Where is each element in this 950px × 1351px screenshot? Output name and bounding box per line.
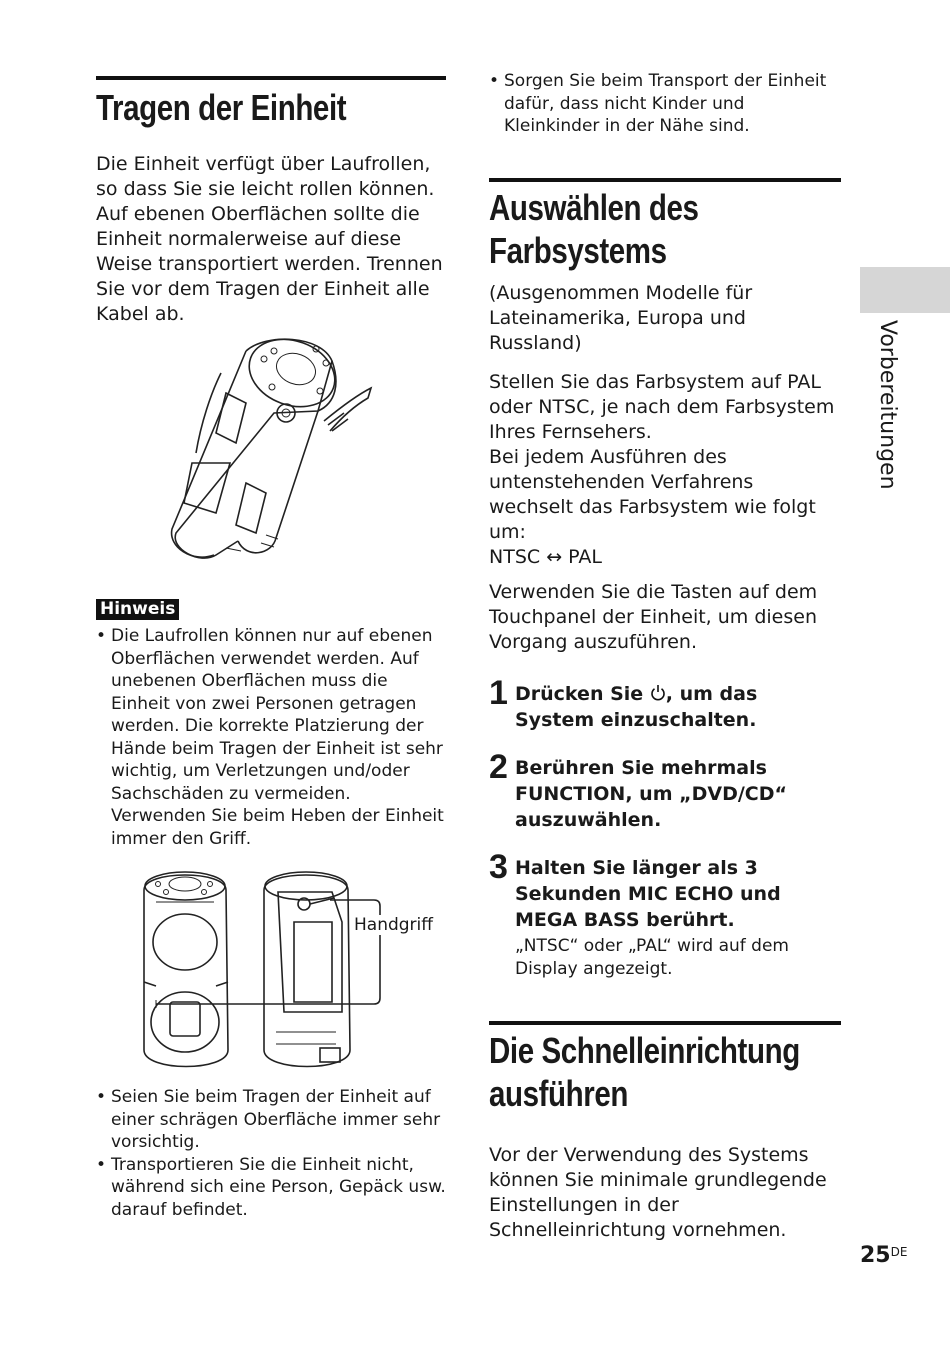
figure-handle bbox=[96, 862, 446, 1080]
transport-list bbox=[489, 70, 841, 138]
step-text: Halten Sie länger als 3 Sekunden MIC ECHO und MEGA BASS berührt. bbox=[515, 856, 781, 931]
title-line: Farbsystems bbox=[489, 229, 667, 271]
double-arrow-icon: ↔ bbox=[546, 545, 563, 568]
hint-label: Hinweis bbox=[96, 599, 179, 620]
step-2 bbox=[489, 747, 841, 833]
power-icon bbox=[650, 684, 666, 702]
side-tab-label bbox=[870, 320, 908, 500]
section-title-color-system bbox=[489, 186, 850, 272]
ntsc-label: NTSC bbox=[489, 545, 541, 568]
step-text-part: , um das System einzuschalten. bbox=[515, 682, 758, 731]
list-item: • Sorgen Sie beim Transport der Einheit dafür, dass nicht Kinder und Kleinkinder in der Nähe sind. bbox=[489, 70, 841, 138]
step-number: 3 bbox=[489, 847, 508, 886]
color-system-cycle-text: Bei jedem Ausführen des untenstehenden Verfahrens wechselt das Farbsystem wie folgt um: bbox=[489, 445, 816, 543]
section-rule bbox=[96, 76, 446, 80]
list-item: • Seien Sie beim Tragen der Einheit auf einer schrägen Oberfläche immer sehr vorsichtig. bbox=[96, 1086, 446, 1154]
touchpanel-note: Verwenden Sie die Tasten auf dem Touchpanel der Einheit, um diesen Vorgang auszuführen. bbox=[489, 580, 818, 653]
section-title-carrying: Tragen der Einheit bbox=[96, 87, 347, 128]
step-3 bbox=[489, 847, 841, 981]
ntsc-pal-toggle bbox=[489, 545, 841, 570]
section-rule bbox=[489, 178, 841, 182]
right-column bbox=[489, 0, 841, 1243]
step-text-part: Drücken Sie bbox=[515, 682, 650, 705]
model-exception-note: (Ausgenommen Modelle für Lateinamerika, Europa und Russland) bbox=[489, 281, 753, 354]
title-line: ausführen bbox=[489, 1072, 629, 1114]
side-tab-text: Vorbereitungen bbox=[875, 320, 900, 490]
title-line: Auswählen des bbox=[489, 186, 699, 228]
carrying-intro: Die Einheit verfügt über Laufrollen, so dass Sie sie leicht rollen können. Auf ebenen Oberflächen sollte die Einheit normalerweise auf diese Weise transportiert werden. Trennen Sie vor dem Tragen der Einheit alle Kabel ab. bbox=[96, 153, 443, 325]
page-number bbox=[860, 1243, 907, 1268]
step-text: Berühren Sie mehrmals FUNCTION, um „DVD/CD“ auszuwählen. bbox=[515, 756, 787, 831]
list-item: • Die Laufrollen können nur auf ebenen Oberflächen verwendet werden. Auf unebenen Oberflächen muss die Einheit von zwei Personen getragen werden. Die korrekte Platzierung der Hände beim Tragen der Einheit ist sehr wichtig, um Verletzungen und/oder Sachschäden zu vermeiden. Verwenden Sie beim Heben der Einheit immer den Griff. bbox=[96, 625, 446, 850]
page-number-value: 25 bbox=[860, 1243, 891, 1268]
list-item: • Transportieren Sie die Einheit nicht, während sich eine Person, Gepäck usw. darauf befindet. bbox=[96, 1154, 446, 1222]
section-title-quick-setup bbox=[489, 1029, 850, 1115]
pal-label: PAL bbox=[568, 545, 602, 568]
handle-label: Handgriff bbox=[354, 915, 433, 935]
step-number: 1 bbox=[489, 673, 508, 712]
side-tab-marker bbox=[860, 267, 950, 313]
step-number: 2 bbox=[489, 747, 508, 786]
color-system-intro: Stellen Sie das Farbsystem auf PAL oder NTSC, je nach dem Farbsystem Ihres Fernsehers. bbox=[489, 370, 835, 443]
page-number-suffix: DE bbox=[890, 1245, 908, 1259]
step-1 bbox=[489, 673, 841, 733]
quick-setup-intro: Vor der Verwendung des Systems können Sie minimale grundlegende Einstellungen in der Schnelleinrichtung vornehmen. bbox=[489, 1143, 827, 1241]
step-result: „NTSC“ oder „PAL“ wird auf dem Display angezeigt. bbox=[515, 935, 789, 979]
figure-rolling-speaker bbox=[96, 333, 446, 583]
title-line: Die Schnelleinrichtung bbox=[489, 1029, 800, 1071]
step-text bbox=[515, 681, 841, 733]
caution-list bbox=[96, 1086, 446, 1221]
section-rule bbox=[489, 1021, 841, 1025]
hint-list bbox=[96, 625, 446, 850]
left-column bbox=[96, 0, 446, 1221]
